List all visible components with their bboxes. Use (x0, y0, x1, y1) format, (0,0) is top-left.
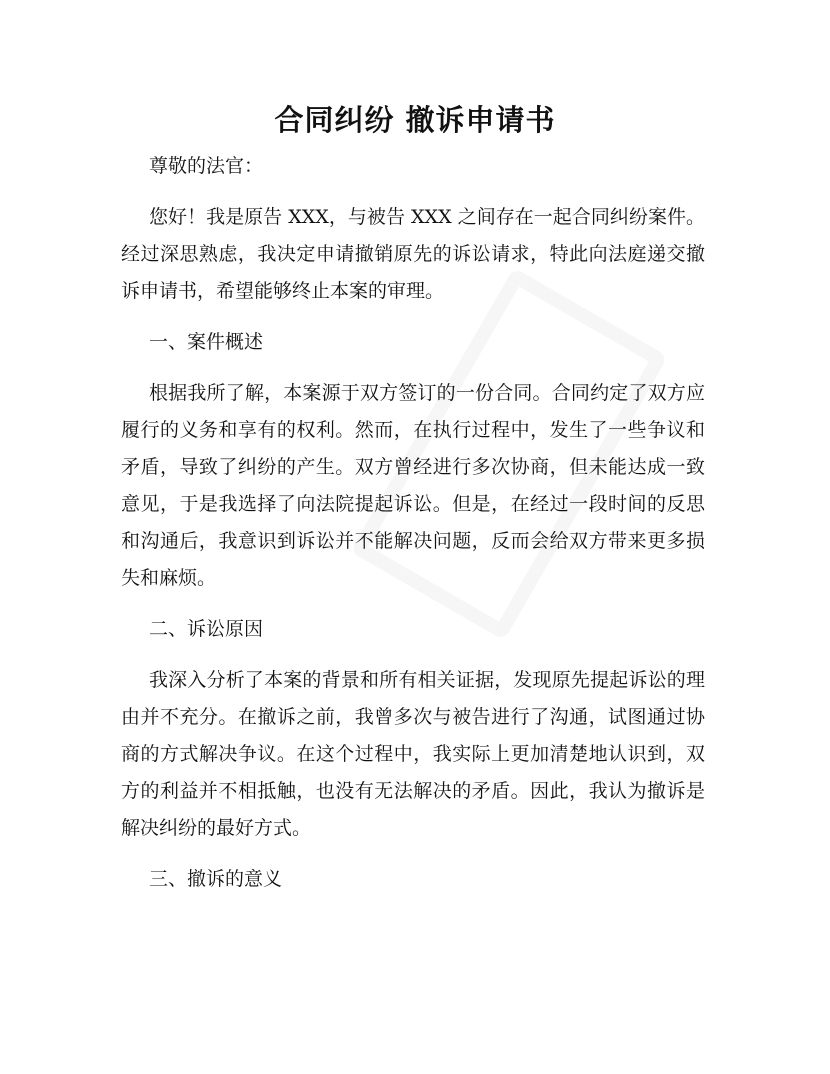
document-body (121, 148, 705, 912)
paragraph (121, 375, 705, 597)
text-line: 解决纠纷的最好方式。 (121, 817, 312, 839)
text-line: 和沟通后，我意识到诉讼并不能解决问题，反而会给双方带来更多损 (121, 530, 705, 552)
section-heading (121, 324, 705, 361)
paragraph (121, 199, 705, 310)
text-line: 三、撤诉的意义 (149, 868, 283, 890)
document-title: 合同纠纷 撤诉申请书 (274, 103, 556, 137)
text-line: 诉申请书，希望能够终止本案的审理。 (121, 280, 445, 302)
paragraph (121, 662, 705, 847)
text-line: 根据我所了解，本案源于双方签订的一份合同。合同约定了双方应 (149, 382, 705, 404)
section-heading (121, 611, 705, 648)
text-line: 由并不充分。在撤诉之前，我曾多次与被告进行了沟通，试图通过协 (121, 706, 705, 728)
text-line: 失和麻烦。 (121, 567, 217, 589)
text-line: 意见，于是我选择了向法院提起诉讼。但是，在经过一段时间的反思 (121, 493, 705, 515)
salutation: 尊敬的法官： (149, 155, 264, 177)
text-line: 矛盾，导致了纠纷的产生。双方曾经进行多次协商，但未能达成一致 (121, 456, 705, 478)
text-line: 履行的义务和享有的权利。然而，在执行过程中，发生了一些争议和 (121, 419, 705, 441)
text-line: 您好！我是原告 XXX，与被告 XXX 之间存在一起合同纠纷案件。 (149, 206, 705, 228)
text-line: 二、诉讼原因 (149, 618, 264, 640)
section-heading (121, 861, 705, 898)
text-line: 商的方式解决争议。在这个过程中，我实际上更加清楚地认识到，双 (121, 743, 705, 765)
text-line: 方的利益并不相抵触，也没有无法解决的矛盾。因此，我认为撤诉是 (121, 780, 705, 802)
text-line: 一、案件概述 (149, 331, 264, 353)
text-line: 经过深思熟虑，我决定申请撤销原先的诉讼请求，特此向法庭递交撤 (121, 243, 705, 265)
text-line: 我深入分析了本案的背景和所有相关证据，发现原先提起诉讼的理 (149, 669, 705, 691)
